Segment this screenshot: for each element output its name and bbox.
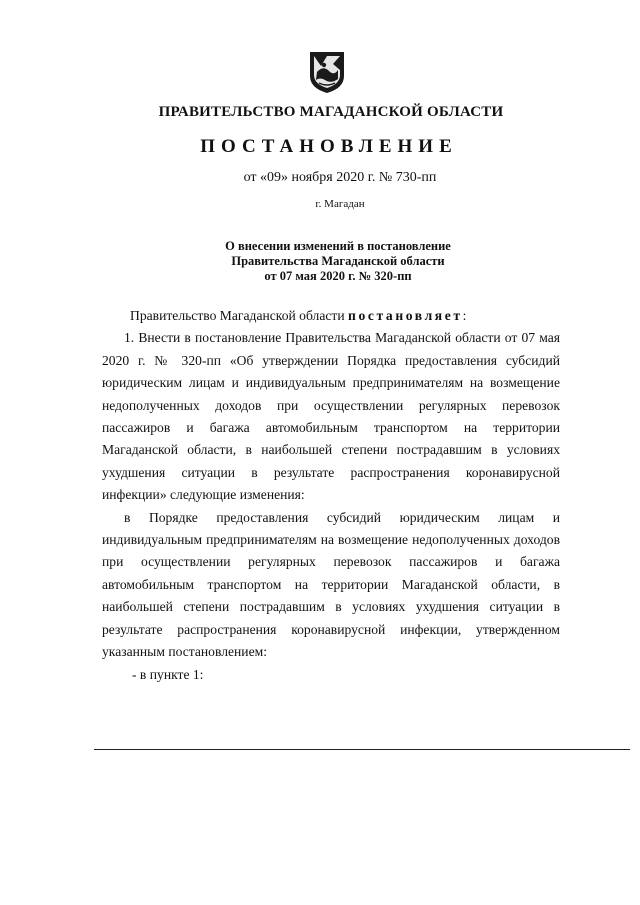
subject-line: О внесении изменений в постановление bbox=[225, 239, 451, 253]
subject-line: Правительства Магаданской области bbox=[231, 254, 445, 268]
government-title: ПРАВИТЕЛЬСТВО МАГАДАНСКОЙ ОБЛАСТИ bbox=[158, 104, 504, 120]
magadan-region-coat-of-arms-icon bbox=[307, 50, 347, 94]
subject-line: от 07 мая 2020 г. № 320-пп bbox=[264, 269, 412, 283]
paragraph-2: в Порядке предоставления субсидий юридическим лицам и индивидуальным предпринимателям на возмещение недополученных доходов при осуществлении регулярных перевозок пассажиров и багажа автомобильным транспортом на территории Магаданской области, в наибольшей степени пострадавшим в условиях ухудшения ситуации в результате распространения коронавирусной инфекции, утвержденном указанным постановлением: bbox=[102, 509, 560, 660]
resolves-word: постановляет bbox=[348, 308, 463, 323]
decree-date-number: от «09» ноября 2020 г. № 730-пп bbox=[243, 170, 437, 185]
decree-subject bbox=[0, 239, 640, 284]
decree-body bbox=[102, 305, 560, 686]
paragraph-1: 1. Внести в постановление Правительства Магаданской области от 07 мая 2020 г. № 320-пп «Об утверждении Порядка предоставления субсидий юридическим лицам и индивидуальным предпринимателям на возмещение недополученных доходов при осуществлении регулярных перевозок пассажиров и багажа автомобильным транспортом на территории Магаданской области, в наибольшей степени пострадавшим в условиях ухудшения ситуации в результате распространения коронавирусной инфекции» следующие изменения: bbox=[102, 330, 560, 503]
paragraph-3: - в пункте 1: bbox=[132, 666, 204, 682]
document-type-title: ПОСТАНОВЛЕНИЕ bbox=[200, 136, 458, 157]
city-name: г. Магадан bbox=[315, 198, 365, 210]
preamble-paragraph bbox=[102, 305, 560, 327]
preamble-colon: : bbox=[462, 308, 467, 323]
footer-divider bbox=[94, 749, 630, 750]
preamble-text: Правительство Магаданской области bbox=[130, 308, 349, 323]
